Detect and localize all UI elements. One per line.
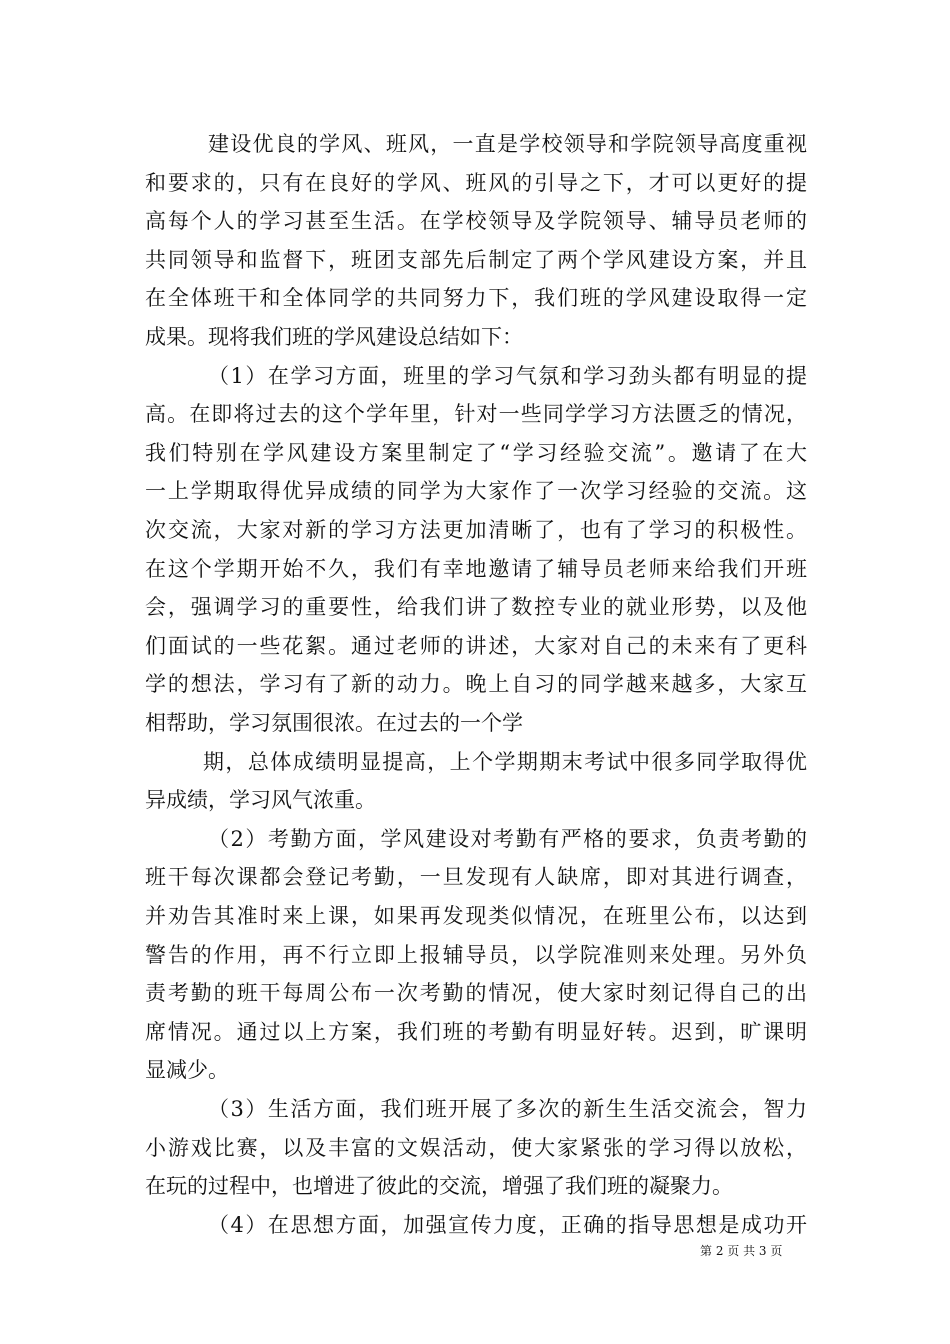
- document-line: 在这个学期开始不久，我们有幸地邀请了辅导员老师来给我们开班: [145, 556, 807, 581]
- document-line: 建设优良的学风、班风，一直是学校领导和学院领导高度重视: [208, 132, 807, 156]
- page-footer: 第 2 页 共 3 页: [700, 1244, 783, 1258]
- document-line: 班干每次课都会登记考勤，一旦发现有人缺席，即对其进行调查，: [145, 865, 807, 890]
- document-line: 相帮助，学习氛围很浓。在过去的一个学: [145, 711, 523, 735]
- document-line: 次交流，大家对新的学习方法更加清晰了，也有了学习的积极性。: [145, 518, 807, 542]
- document-line: 显减少。: [145, 1058, 229, 1083]
- document-line: 期，总体成绩明显提高，上个学期期末考试中很多同学取得优: [203, 749, 807, 774]
- document-line: 学的想法，学习有了新的动力。晚上自习的同学越来越多，大家互: [145, 672, 807, 697]
- document-line: 席情况。通过以上方案，我们班的考勤有明显好转。迟到，旷课明: [145, 1019, 807, 1044]
- document-line: 一上学期取得优异成绩的同学为大家作了一次学习经验的交流。这: [145, 479, 807, 504]
- document-line: （2）考勤方面，学风建设对考勤有严格的要求，负责考勤的: [208, 826, 807, 851]
- document-line: （1）在学习方面，班里的学习气氛和学习劲头都有明显的提: [208, 363, 807, 388]
- document-line: 并劝告其准时来上课，如果再发现类似情况，在班里公布，以达到: [145, 904, 807, 928]
- document-line: 成果。现将我们班的学风建设总结如下：: [145, 325, 523, 349]
- document-line: 们面试的一些花絮。通过老师的讲述，大家对自己的未来有了更科: [145, 633, 807, 658]
- document-line: 共同领导和监督下，班团支部先后制定了两个学风建设方案，并且: [145, 247, 807, 272]
- document-line: 在全体班干和全体同学的共同努力下，我们班的学风建设取得一定: [145, 286, 807, 311]
- document-line: 异成绩，学习风气浓重。: [145, 788, 376, 813]
- document-line: （4）在思想方面，加强宣传力度，正确的指导思想是成功开: [208, 1212, 807, 1237]
- document-line: 小游戏比赛，以及丰富的文娱活动，使大家紧张的学习得以放松，: [145, 1135, 807, 1160]
- document-line: 我们特别在学风建设方案里制定了“学习经验交流”。邀请了在大: [145, 440, 807, 465]
- document-line: 高每个人的学习甚至生活。在学校领导及学院领导、辅导员老师的: [145, 209, 807, 234]
- document-line: 责考勤的班干每周公布一次考勤的情况，使大家时刻记得自己的出: [145, 981, 807, 1006]
- document-line: 警告的作用，再不行立即上报辅导员，以学院准则来处理。另外负: [145, 942, 807, 967]
- document-line: 和要求的，只有在良好的学风、班风的引导之下，才可以更好的提: [145, 170, 807, 195]
- document-line: （3）生活方面，我们班开展了多次的新生生活交流会，智力: [208, 1097, 807, 1121]
- document-line: 会，强调学习的重要性，给我们讲了数控专业的就业形势，以及他: [145, 595, 807, 620]
- document-line: 高。在即将过去的这个学年里，针对一些同学学习方法匮乏的情况，: [145, 402, 807, 427]
- document-line: 在玩的过程中，也增进了彼此的交流，增强了我们班的凝聚力。: [145, 1174, 733, 1199]
